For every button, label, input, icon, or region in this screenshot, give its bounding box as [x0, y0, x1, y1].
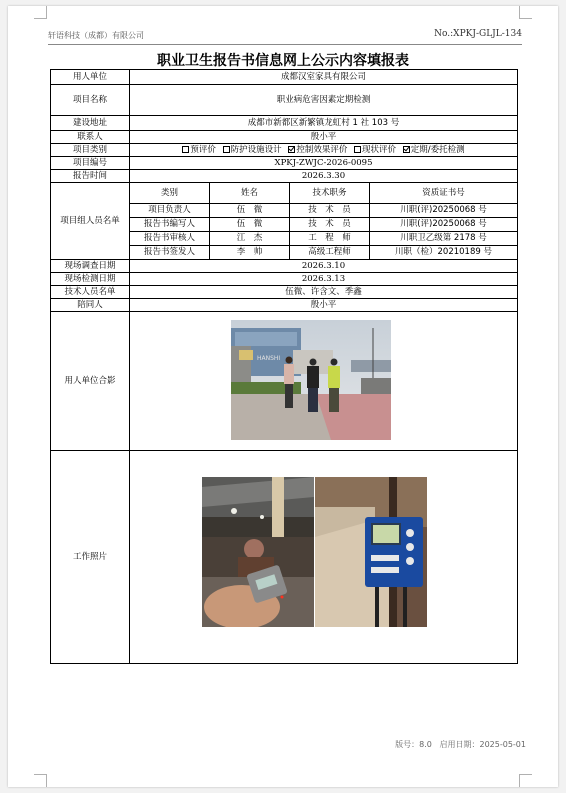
category-option-label: 预评价 — [190, 144, 216, 155]
address-value: 成都市新都区新繁镇龙虹村 1 社 103 号 — [130, 116, 518, 131]
project-name-label: 项目名称 — [51, 85, 130, 116]
team-table — [129, 182, 518, 260]
team-role: 项目负责人 — [130, 204, 210, 218]
checkbox-icon — [182, 146, 189, 153]
crop-mark — [34, 6, 47, 19]
team-row — [130, 246, 518, 260]
test-date-value: 2026.3.13 — [130, 273, 518, 286]
team-certificate: 川职(评)20250068 号 — [370, 204, 518, 218]
checkbox-icon — [288, 146, 295, 153]
crop-mark — [519, 774, 532, 787]
team-certificate: 川职(评)20250068 号 — [370, 218, 518, 232]
team-row — [130, 232, 518, 246]
team-cell — [130, 183, 518, 260]
header-doc-number: No.:XPKJ-GLJL-134 — [434, 29, 522, 39]
row-employer — [51, 70, 518, 85]
row-project-no — [51, 157, 518, 170]
team-person: 伍 微 — [210, 218, 290, 232]
team-person: 江 杰 — [210, 232, 290, 246]
crop-mark — [519, 6, 532, 19]
team-role: 报告书签发人 — [130, 246, 210, 260]
footer-version: 版号：8.0 — [395, 740, 432, 749]
work-photo-right — [315, 477, 427, 627]
team-row — [130, 218, 518, 232]
project-name-value: 职业病危害因素定期检测 — [130, 85, 518, 116]
row-tech-staff — [51, 286, 518, 299]
row-report-time — [51, 170, 518, 183]
team-title: 技 术 员 — [290, 204, 370, 218]
team-header: 资质证书号 — [370, 183, 518, 204]
project-no-value: XPKJ-ZWJC-2026-0095 — [130, 157, 518, 170]
row-companion — [51, 299, 518, 312]
row-team — [51, 183, 518, 260]
address-label: 建设地址 — [51, 116, 130, 131]
project-no-label: 项目编号 — [51, 157, 130, 170]
crop-mark — [34, 774, 47, 787]
row-contact — [51, 131, 518, 144]
row-address — [51, 116, 518, 131]
category-option-pre-assessment[interactable] — [182, 145, 216, 155]
team-certificate: 川职（检）20210189 号 — [370, 246, 518, 260]
work-photo-cell — [130, 451, 518, 664]
document-page — [8, 6, 558, 787]
header-company: 轩语科技（成都）有限公司 — [48, 31, 144, 40]
test-date-label: 现场检测日期 — [51, 273, 130, 286]
team-role: 报告书编写人 — [130, 218, 210, 232]
contact-value: 殷小平 — [130, 131, 518, 144]
tech-staff-value: 伍微、许含文、季鑫 — [130, 286, 518, 299]
team-label: 项目组人员名单 — [51, 183, 130, 260]
team-header: 类别 — [130, 183, 210, 204]
work-photo-label: 工作照片 — [51, 451, 130, 664]
team-person: 李 帅 — [210, 246, 290, 260]
group-photo-label: 用人单位合影 — [51, 312, 130, 451]
category-option-label: 现状评价 — [362, 144, 397, 155]
team-header: 技术职务 — [290, 183, 370, 204]
page-title: 职业卫生报告书信息网上公示内容填报表 — [157, 53, 409, 69]
survey-date-label: 现场调查日期 — [51, 260, 130, 273]
category-options — [130, 144, 518, 157]
team-row — [130, 204, 518, 218]
report-time-value: 2026.3.30 — [130, 170, 518, 183]
team-title: 高级工程师 — [290, 246, 370, 260]
group-photo — [231, 320, 391, 440]
companion-label: 陪同人 — [51, 299, 130, 312]
team-title: 工 程 师 — [290, 232, 370, 246]
team-title: 技 术 员 — [290, 218, 370, 232]
checked-checkbox-icon — [403, 146, 410, 153]
row-survey-date — [51, 260, 518, 273]
team-certificate: 川职卫乙级第 2178 号 — [370, 232, 518, 246]
survey-date-value: 2026.3.10 — [130, 260, 518, 273]
category-option-label: 控制效果评价 — [296, 144, 348, 155]
hanshi-logo — [239, 350, 253, 360]
category-option-label: 定期/委托检测 — [410, 144, 465, 155]
info-table — [50, 69, 518, 664]
employer-label: 用人单位 — [51, 70, 130, 85]
checkbox-icon — [354, 146, 361, 153]
row-test-date — [51, 273, 518, 286]
category-label: 项目类别 — [51, 144, 130, 157]
category-option-status-evaluation[interactable] — [354, 145, 396, 155]
team-header-row — [130, 183, 518, 204]
group-photo-cell — [130, 312, 518, 451]
team-role: 报告书审核人 — [130, 232, 210, 246]
report-time-label: 报告时间 — [51, 170, 130, 183]
companion-value: 殷小平 — [130, 299, 518, 312]
footer — [395, 739, 526, 750]
row-project-name — [51, 85, 518, 116]
row-work-photo — [51, 451, 518, 664]
footer-date: 启用日期：2025-05-01 — [439, 740, 526, 749]
category-option-label: 防护设施设计 — [230, 144, 282, 155]
team-person: 伍 微 — [210, 204, 290, 218]
checkbox-icon — [223, 146, 230, 153]
sign-lettering: HANSHI — [257, 355, 281, 362]
employer-value: 成都汉室家具有限公司 — [130, 70, 518, 85]
category-option-protection-design[interactable] — [223, 145, 282, 155]
contact-label: 联系人 — [51, 131, 130, 144]
header-rule — [48, 44, 522, 45]
team-header: 姓名 — [210, 183, 290, 204]
category-option-control-evaluation[interactable] — [288, 145, 347, 155]
work-photo-left — [202, 477, 314, 627]
category-option-periodic-testing[interactable] — [403, 145, 465, 155]
tech-staff-label: 技术人员名单 — [51, 286, 130, 299]
row-category — [51, 144, 518, 157]
row-group-photo — [51, 312, 518, 451]
